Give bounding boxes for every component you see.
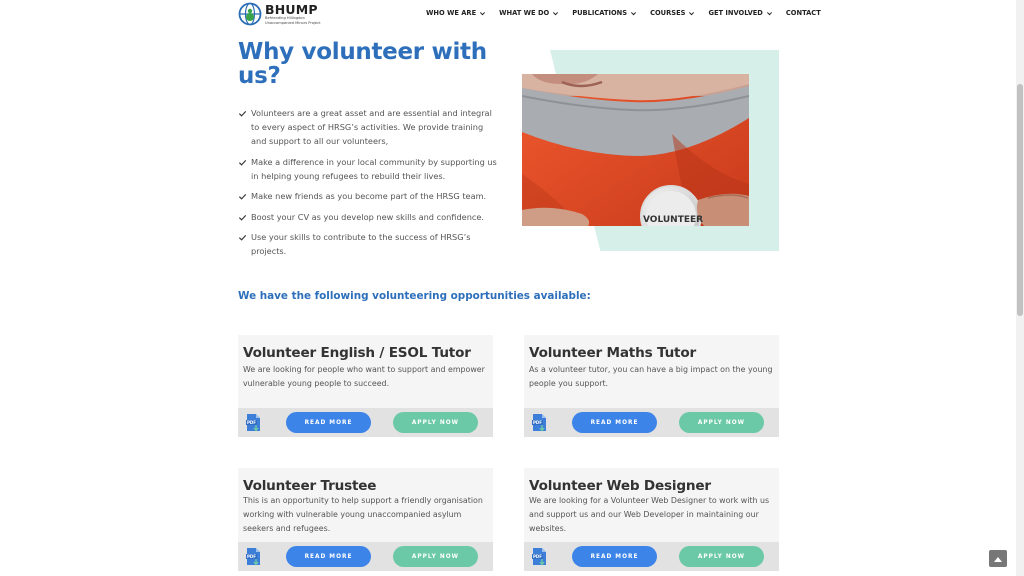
benefit-text: Boost your CV as you develop new skills and confidence. xyxy=(251,211,485,222)
checkmark-icon xyxy=(238,233,247,242)
pdf-download-icon[interactable] xyxy=(246,413,262,432)
card-description: We are looking for people who want to support and empower vulnerable young people to succeed. xyxy=(243,365,485,388)
card-description: This is an opportunity to help support a friendly organisation working with vulnerable young unaccompanied asylum seekers and refugees. xyxy=(243,496,483,533)
card-title: Volunteer Web Designer xyxy=(529,478,711,494)
chevron-down-icon xyxy=(479,10,486,17)
nav-label: COURSES xyxy=(650,9,686,17)
opportunity-card-trustee xyxy=(238,468,493,571)
back-to-top-button[interactable] xyxy=(989,550,1007,567)
logo-subtitle-line-2: Unaccompanied Minors Project xyxy=(265,20,321,25)
opportunities-subtitle: We have the following volunteering opportunities available: xyxy=(238,290,591,302)
list-item xyxy=(238,106,500,148)
checkmark-icon xyxy=(238,158,247,167)
card-description: As a volunteer tutor, you can have a big impact on the young people you support. xyxy=(529,365,773,388)
nav-who-we-are[interactable] xyxy=(426,9,486,17)
nav-label: WHO WE ARE xyxy=(426,9,477,17)
chevron-down-icon xyxy=(688,10,695,17)
list-item xyxy=(238,155,500,183)
apply-now-button[interactable]: APPLY NOW xyxy=(679,546,764,567)
benefits-list xyxy=(238,106,500,265)
apply-now-button[interactable]: APPLY NOW xyxy=(393,412,478,433)
benefit-text: Use your skills to contribute to the success of HRSG’s projects. xyxy=(251,232,471,256)
nav-label: PUBLICATIONS xyxy=(572,9,628,17)
globe-logo-icon xyxy=(238,2,262,26)
chevron-down-icon xyxy=(630,10,637,17)
svg-text:PDF: PDF xyxy=(533,554,542,559)
nav-courses[interactable] xyxy=(650,9,695,17)
list-item xyxy=(238,189,500,203)
chevron-down-icon xyxy=(766,10,773,17)
page-title: Why volunteer with us? xyxy=(238,39,487,89)
site-logo[interactable] xyxy=(238,2,321,26)
logo-subtitle-line-1: Befriending Hillingdon xyxy=(265,16,305,21)
card-footer xyxy=(238,408,493,437)
volunteer-photo xyxy=(522,74,749,226)
nav-label: WHAT WE DO xyxy=(499,9,550,17)
nav-what-we-do[interactable] xyxy=(499,9,559,17)
card-title: Volunteer English / ESOL Tutor xyxy=(243,345,471,361)
checkmark-icon xyxy=(238,213,247,222)
apply-now-button[interactable]: APPLY NOW xyxy=(679,412,764,433)
svg-text:PDF: PDF xyxy=(533,420,542,425)
nav-contact[interactable] xyxy=(786,9,821,17)
checkmark-icon xyxy=(238,192,247,201)
read-more-button[interactable]: READ MORE xyxy=(572,412,657,433)
svg-text:PDF: PDF xyxy=(247,554,256,559)
card-footer xyxy=(524,408,779,437)
opportunity-card-web-designer xyxy=(524,468,779,571)
page-scrollbar[interactable] xyxy=(1016,0,1024,576)
nav-get-involved[interactable] xyxy=(708,9,772,17)
svg-text:PDF: PDF xyxy=(247,420,256,425)
chevron-down-icon xyxy=(552,10,559,17)
badge-text: VOLUNTEER xyxy=(643,215,704,225)
pdf-download-icon[interactable] xyxy=(532,413,548,432)
read-more-button[interactable]: READ MORE xyxy=(572,546,657,567)
opportunity-card-esol xyxy=(238,335,493,437)
nav-publications[interactable] xyxy=(572,9,637,17)
site-header xyxy=(0,0,1016,28)
pdf-download-icon[interactable] xyxy=(532,547,548,566)
benefit-text: Volunteers are a great asset and are essential and integral to every aspect of HRSG’s activities. We provide training and support to all our volunteers, xyxy=(251,108,492,146)
read-more-button[interactable]: READ MORE xyxy=(286,546,371,567)
volunteer-illustration xyxy=(522,74,749,226)
card-title: Volunteer Trustee xyxy=(243,478,377,494)
opportunity-card-maths xyxy=(524,335,779,437)
logo-title: BHUMP xyxy=(265,2,318,18)
benefit-text: Make new friends as you become part of the HRSG team. xyxy=(251,191,487,201)
card-description: We are looking for a Volunteer Web Designer to work with us and support us and our Web Developer in maintaining our websites. xyxy=(529,496,770,533)
benefit-text: Make a difference in your local community by supporting us in helping young refugees to rebuild their lives. xyxy=(251,156,497,181)
card-footer xyxy=(524,542,779,571)
scrollbar-thumb[interactable] xyxy=(1017,84,1023,316)
nav-label: GET INVOLVED xyxy=(708,9,763,17)
apply-now-button[interactable]: APPLY NOW xyxy=(393,546,478,567)
main-nav xyxy=(426,9,834,17)
read-more-button[interactable]: READ MORE xyxy=(286,412,371,433)
checkmark-icon xyxy=(238,109,247,118)
card-footer xyxy=(238,542,493,571)
caret-up-icon xyxy=(994,556,1002,562)
pdf-download-icon[interactable] xyxy=(246,547,262,566)
list-item xyxy=(238,210,500,224)
nav-label: CONTACT xyxy=(785,9,821,17)
card-title: Volunteer Maths Tutor xyxy=(529,345,697,361)
list-item xyxy=(238,230,500,258)
